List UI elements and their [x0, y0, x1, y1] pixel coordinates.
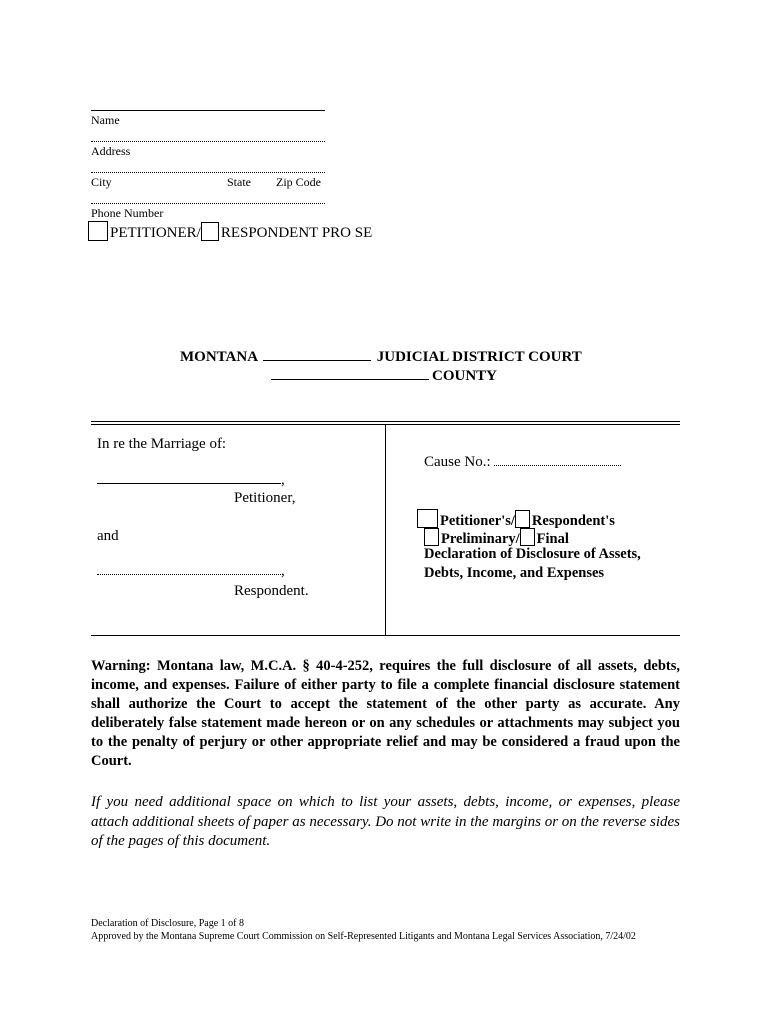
- footer-page-line: Declaration of Disclosure, Page 1 of 8: [91, 918, 245, 929]
- caption-bottom-rule: [91, 635, 680, 636]
- respondent-checkbox[interactable]: [201, 222, 219, 241]
- name-line[interactable]: [91, 110, 325, 111]
- name-label: Name: [91, 113, 120, 127]
- court-heading: [180, 349, 582, 366]
- address-label: Address: [91, 144, 131, 158]
- respondent-name-line: [97, 563, 285, 580]
- court-state: MONTANA: [180, 349, 258, 365]
- petitioners-checkbox[interactable]: [417, 509, 438, 528]
- petitioner-checkbox[interactable]: [88, 221, 108, 241]
- cause-no-field[interactable]: [494, 465, 621, 466]
- district-number-field[interactable]: [263, 360, 371, 361]
- petitioner-name-line: [97, 472, 285, 489]
- declaration-title-line2: Debts, Income, and Expenses: [424, 565, 605, 581]
- phone-line[interactable]: [91, 203, 325, 204]
- petitioners-option-label: Petitioner's/: [440, 513, 515, 529]
- address-line[interactable]: [91, 141, 325, 142]
- respondent-label: Respondent.: [234, 583, 309, 599]
- caption-top-rule: [91, 421, 680, 422]
- petitioner-option-label: PETITIONER/: [110, 225, 201, 241]
- caption-divider: [385, 424, 386, 635]
- city-state-zip-line[interactable]: [91, 172, 325, 173]
- county-name-field[interactable]: [271, 379, 429, 380]
- court-county: COUNTY: [432, 368, 498, 384]
- comma: ,: [281, 472, 285, 488]
- zip-code-label: Zip Code: [276, 175, 321, 189]
- in-re-label: In re the Marriage of:: [97, 436, 227, 452]
- respondent-option-label: RESPONDENT PRO SE: [220, 225, 373, 241]
- final-option-label: Final: [536, 531, 569, 547]
- court-district: JUDICIAL DISTRICT COURT: [376, 349, 582, 365]
- instructions-paragraph: If you need additional space on which to list your assets, debts, income, or expenses, please attach additional sheets of paper as necessary. Do not write in the margins or on the reverse sides of the pages of this document.: [91, 794, 680, 849]
- respondent-name-field[interactable]: [97, 574, 281, 575]
- final-checkbox[interactable]: [520, 528, 535, 546]
- state-label: State: [227, 175, 251, 189]
- preliminary-checkbox[interactable]: [424, 528, 439, 546]
- comma: ,: [281, 563, 285, 579]
- declaration-title-line1: Declaration of Disclosure of Assets,: [424, 546, 641, 562]
- respondents-option-label: Respondent's: [531, 513, 615, 529]
- city-label: City: [91, 175, 112, 189]
- phone-label: Phone Number: [91, 206, 164, 220]
- petitioner-name-field[interactable]: [97, 483, 281, 484]
- respondents-checkbox[interactable]: [515, 510, 530, 528]
- cause-no-label: Cause No.:: [424, 454, 491, 470]
- preliminary-option-label: Preliminary/: [441, 531, 520, 547]
- declaration-type-options: [424, 528, 569, 548]
- footer-approval-line: Approved by the Montana Supreme Court Commission on Self-Represented Litigants and Montana Legal Services Association, 7/24/02: [91, 931, 636, 942]
- declaration-party-options: [417, 509, 615, 530]
- party-selection: [88, 221, 372, 242]
- warning-paragraph: Warning: Montana law, M.C.A. § 40-4-252, requires the full disclosure of all assets, debts, income, and expenses. Failure of either party to file a complete financial disclosure statement shall authorize the Court to accept the statement of the other party as accurate. Any deliberately false statement made hereon or on any schedules or attachments may subject you to the penalty of perjury or other appropriate relief and may be considered a fraud upon the Court.: [91, 658, 680, 769]
- cause-number: [424, 454, 621, 471]
- county-heading: [271, 368, 497, 385]
- and-label: and: [97, 528, 119, 544]
- petitioner-label: Petitioner,: [234, 490, 296, 506]
